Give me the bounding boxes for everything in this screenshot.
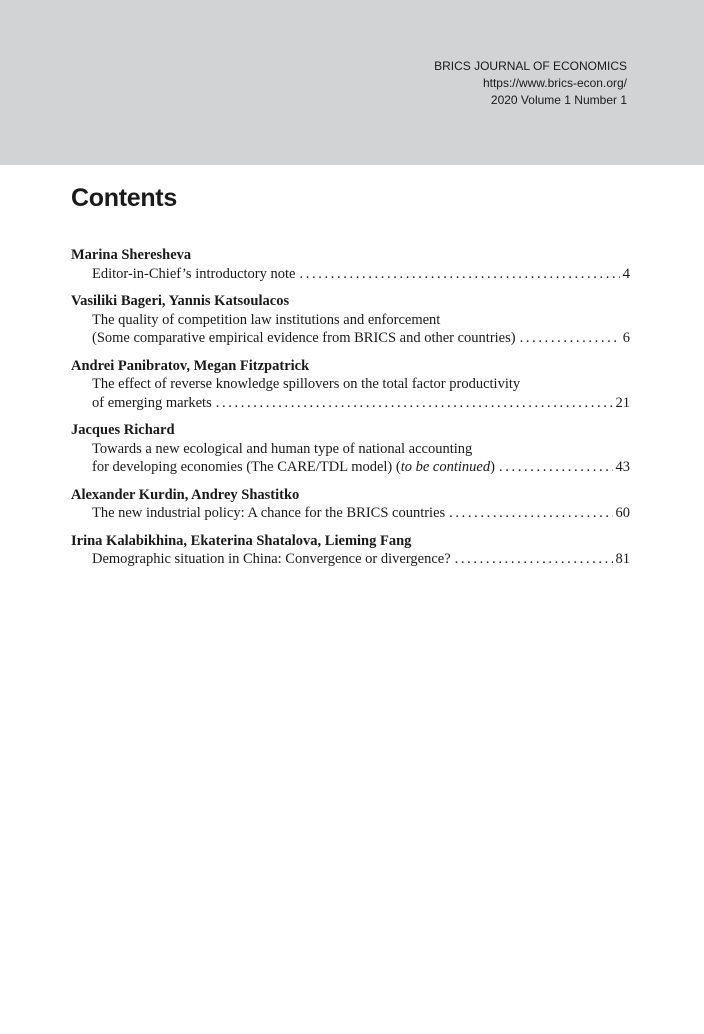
toc-title-line[interactable] [71, 550, 630, 569]
journal-issue: 2020 Volume 1 Number 1 [490, 93, 627, 107]
toc-subtitle: of emerging markets [92, 394, 212, 411]
toc-authors: Alexander Kurdin, Andrey Shastitko [71, 486, 300, 503]
toc-entry [71, 421, 630, 477]
toc-title-line[interactable] [71, 394, 630, 413]
journal-info [434, 58, 627, 109]
page-title: Contents [71, 184, 177, 212]
toc-leader-dots [499, 458, 613, 477]
toc-page-number: 43 [615, 459, 630, 475]
journal-name: BRICS JOURNAL OF ECONOMICS [434, 59, 627, 73]
toc-title-line[interactable] [71, 504, 630, 523]
toc-subtitle-end: ) [490, 459, 495, 475]
toc-authors: Vasiliki Bageri, Yannis Katsoulacos [71, 293, 290, 309]
toc-page-number: 81 [615, 551, 630, 567]
toc-title: The effect of reverse knowledge spillovers on the total factor productivity [92, 376, 521, 392]
toc-title-line[interactable] [71, 375, 630, 394]
toc-authors: Andrei Panibratov, Megan Fitzpatrick [71, 357, 310, 374]
toc-leader-dots [449, 504, 612, 523]
toc-leader-dots [216, 394, 613, 413]
toc-authors: Irina Kalabikhina, Ekaterina Shatalova, Lieming Fang [71, 532, 412, 549]
toc-leader-dots [455, 550, 613, 569]
toc-leader-dots [520, 329, 620, 348]
toc-entry [71, 532, 630, 569]
toc-title-line[interactable] [71, 311, 630, 330]
toc-title: The new industrial policy: A chance for the BRICS countries [92, 505, 446, 521]
toc-entry [71, 357, 630, 413]
toc-title: Editor-in-Chief’s introductory note [92, 265, 296, 282]
toc-entry [71, 486, 630, 523]
header-band [0, 0, 704, 165]
toc-leader-dots [299, 265, 619, 284]
toc-authors: Marina Sheresheva [71, 247, 192, 263]
journal-url[interactable]: https://www.brics-econ.org/ [482, 76, 627, 90]
toc-page-number: 21 [615, 394, 630, 411]
toc-subtitle [92, 458, 495, 477]
toc-title: Towards a new ecological and human type of national accounting [92, 440, 473, 457]
toc-subtitle: (Some comparative empirical evidence from BRICS and other countries) [92, 330, 516, 346]
toc-authors: Jacques Richard [71, 422, 175, 438]
toc-title: Demographic situation in China: Convergence or divergence? [92, 551, 451, 567]
toc-subtitle-start: for developing economies (The CARE/TDL model) ( [92, 459, 401, 475]
toc-title: The quality of competition law institutions and enforcement [92, 311, 441, 328]
toc-entry [71, 246, 630, 283]
toc-page-number: 6 [622, 330, 630, 346]
toc-title-line[interactable] [71, 458, 630, 477]
toc-subtitle-italic: to be continued [400, 459, 491, 475]
toc-title-line[interactable] [71, 265, 630, 284]
toc-page-number: 60 [615, 505, 630, 521]
toc-title-line[interactable] [71, 440, 630, 459]
toc-entry [71, 292, 630, 348]
toc-page-number: 4 [622, 265, 630, 282]
table-of-contents [71, 246, 630, 578]
toc-title-line[interactable] [71, 329, 630, 348]
